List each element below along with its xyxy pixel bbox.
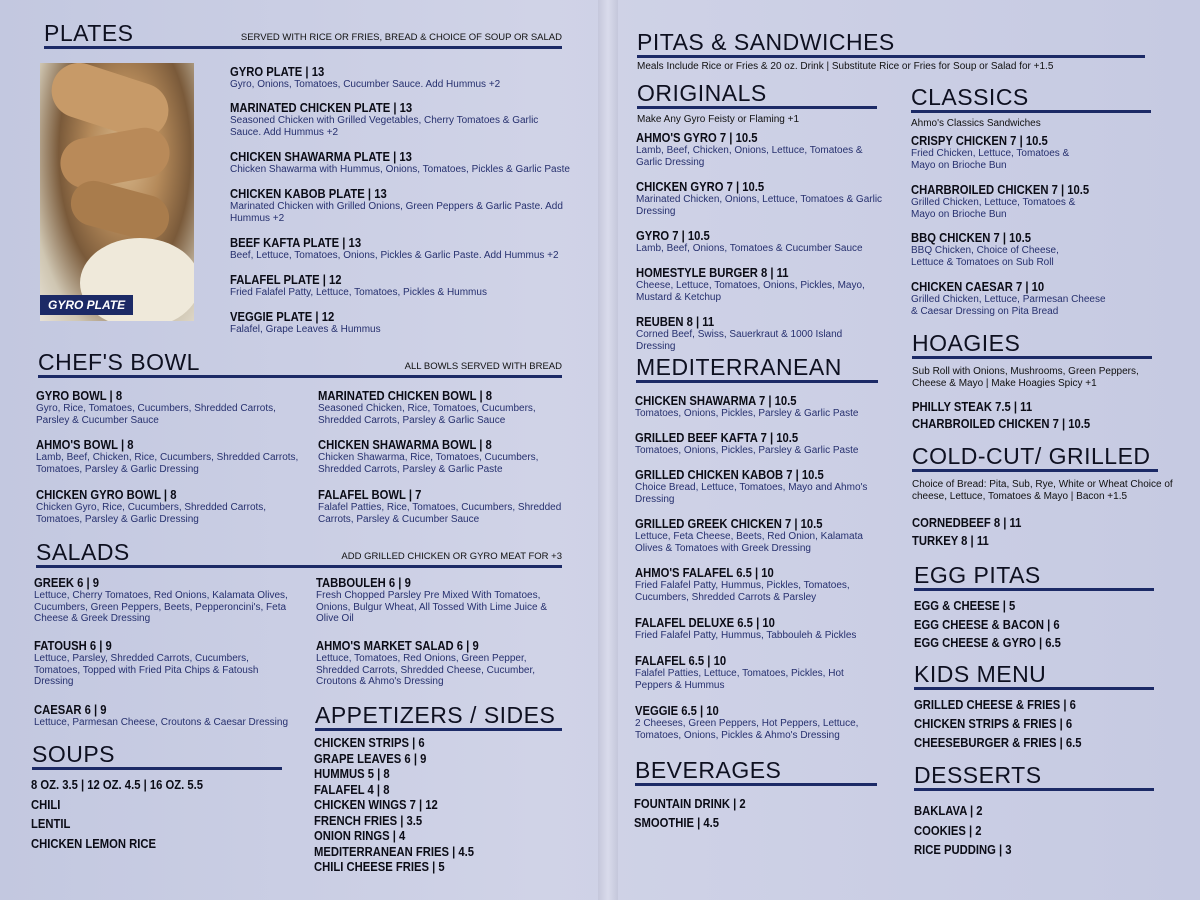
item-desc: BBQ Chicken, Choice of Cheese, Lettuce & Tomatoes on Sub Roll <box>911 245 1059 268</box>
chefs-bowl-note: ALL BOWLS SERVED WITH BREAD <box>404 361 562 372</box>
appetizers-title: APPETIZERS / SIDES <box>315 702 556 728</box>
item-desc: Marinated Chicken with Grilled Onions, Green Peppers & Garlic Paste. Add Hummus +2 <box>230 201 563 224</box>
menu-item <box>230 101 570 138</box>
mediterranean-title: MEDITERRANEAN <box>636 354 842 380</box>
originals-note: Make Any Gyro Feisty or Flaming +1 <box>637 114 800 125</box>
classics-header <box>911 84 1151 113</box>
item-name: GRILLED GREEK CHICKEN 7 | 10.5 <box>635 517 823 531</box>
egg-pita-item: EGG & CHEESE | 5 <box>914 599 1016 613</box>
soup-item: CHICKEN LEMON RICE <box>31 836 157 851</box>
egg-pita-item: EGG CHEESE & BACON | 6 <box>914 617 1060 632</box>
item-desc: Falafel, Grape Leaves & Hummus <box>230 324 381 335</box>
item-desc: Tomatoes, Onions, Pickles, Parsley & Garlic Paste <box>635 445 859 456</box>
item-desc: Lamb, Beef, Onions, Tomatoes & Cucumber Sauce <box>636 243 863 254</box>
beverages-list <box>634 795 874 833</box>
desserts-header <box>914 762 1154 791</box>
item-desc: Tomatoes, Onions, Pickles, Parsley & Garlic Paste <box>635 408 859 419</box>
menu-item <box>636 131 884 168</box>
soup-item: LENTIL <box>31 817 71 831</box>
item-name: GYRO 7 | 10.5 <box>636 229 710 243</box>
appetizers-header <box>315 702 562 731</box>
item-desc: Seasoned Chicken, Rice, Tomatoes, Cucumbers, Shredded Carrots, Parsley & Garlic Sauce <box>318 403 536 426</box>
hoagies-section <box>912 330 1152 390</box>
egg-pitas-title: EGG PITAS <box>914 562 1041 588</box>
coldcut-list <box>912 514 1152 550</box>
item-name: GYRO BOWL | 8 <box>36 389 123 403</box>
appetizer-item: FALAFEL 4 | 8 <box>314 782 390 797</box>
appetizer-item: HUMMUS 5 | 8 <box>314 767 390 781</box>
coldcut-title: COLD-CUT/ GRILLED <box>912 443 1151 469</box>
pitas-section <box>637 29 1145 73</box>
classics-note: Ahmo's Classics Sandwiches <box>911 118 1041 129</box>
menu-item <box>230 187 570 224</box>
dessert-item: COOKIES | 2 <box>914 823 982 838</box>
item-desc: Lettuce, Feta Cheese, Beets, Red Onion, Kalamata Olives & Tomatoes with Greek Dressing <box>635 531 863 554</box>
menu-item <box>318 488 568 525</box>
item-name: CHARBROILED CHICKEN 7 | 10.5 <box>911 183 1090 197</box>
coldcut-section <box>912 443 1173 503</box>
menu-item <box>316 639 568 688</box>
kids-item: CHICKEN STRIPS & FRIES | 6 <box>914 717 1073 731</box>
item-name: CAESAR 6 | 9 <box>34 703 107 717</box>
item-desc: Fresh Chopped Parsley Pre Mixed With Tomatoes, Onions, Bulgur Wheat, All Tossed With Lime Juice & Olive Oil <box>316 590 548 624</box>
egg-pitas-section <box>914 562 1154 591</box>
item-name: CRISPY CHICKEN 7 | 10.5 <box>911 134 1048 148</box>
menu-item <box>635 517 883 554</box>
menu-item <box>36 438 306 475</box>
desserts-title: DESSERTS <box>914 762 1042 788</box>
hoagies-list <box>912 399 1152 433</box>
salads-note: ADD GRILLED CHICKEN OR GYRO MEAT FOR +3 <box>341 551 562 562</box>
item-desc: Lettuce, Cherry Tomatoes, Red Onions, Kalamata Olives, Cucumbers, Green Peppers, Beets, Pepperoncini's, Feta Cheese & Greek Dressing <box>34 590 288 624</box>
item-desc: Gyro, Onions, Tomatoes, Cucumber Sauce. Add Hummus +2 <box>230 79 501 90</box>
item-desc: Marinated Chicken, Onions, Lettuce, Tomatoes & Garlic Dressing <box>636 194 883 217</box>
item-name: MARINATED CHICKEN PLATE | 13 <box>230 101 413 115</box>
menu-item <box>911 280 1111 317</box>
chefs-bowl-title: CHEF'S BOWL <box>38 349 200 375</box>
item-desc: Fried Falafel Patty, Hummus, Tabbouleh & Pickles <box>635 630 857 641</box>
menu-item <box>911 134 1091 171</box>
item-name: AHMO'S MARKET SALAD 6 | 9 <box>316 639 479 653</box>
menu-item <box>636 315 884 352</box>
kids-item: GRILLED CHEESE & FRIES | 6 <box>914 698 1076 712</box>
item-desc: Lettuce, Tomatoes, Red Onions, Green Pepper, Shredded Carrots, Shredded Cheese, Cucumber, Croutons & Ahmo's Dressing <box>316 653 536 687</box>
menu-item <box>230 273 570 299</box>
item-name: CHICKEN KABOB PLATE | 13 <box>230 187 387 201</box>
beverages-header <box>635 757 877 786</box>
kids-section <box>914 661 1154 690</box>
menu-item <box>636 266 884 303</box>
originals-header <box>637 80 877 109</box>
item-name: FATOUSH 6 | 9 <box>34 639 112 653</box>
item-desc: Grilled Chicken, Lettuce, Tomatoes & Mayo on Brioche Bun <box>911 197 1076 220</box>
item-name: REUBEN 8 | 11 <box>636 315 715 329</box>
kids-header <box>914 661 1154 690</box>
item-desc: Cheese, Lettuce, Tomatoes, Onions, Pickles, Mayo, Mustard & Ketchup <box>636 280 865 303</box>
photo-caption: GYRO PLATE <box>40 295 133 315</box>
menu-item <box>230 310 570 336</box>
menu-item <box>911 231 1091 268</box>
menu-item <box>316 576 568 625</box>
item-desc: Corned Beef, Swiss, Sauerkraut & 1000 Island Dressing <box>636 329 843 352</box>
beverage-item: SMOOTHIE | 4.5 <box>634 816 720 830</box>
item-desc: Choice Bread, Lettuce, Tomatoes, Mayo and Ahmo's Dressing <box>635 482 868 505</box>
page-fold <box>598 0 618 900</box>
desserts-section <box>914 762 1154 791</box>
plates-header <box>44 20 562 49</box>
menu-item <box>635 394 883 420</box>
coldcut-header <box>912 443 1158 472</box>
hoagies-title: HOAGIES <box>912 330 1021 356</box>
appetizer-item: CHILI CHEESE FRIES | 5 <box>314 860 445 874</box>
item-desc: Lamb, Beef, Chicken, Rice, Cucumbers, Shredded Carrots, Tomatoes, Parsley & Garlic Dressing <box>36 452 299 475</box>
menu-item <box>635 616 883 642</box>
item-desc: Chicken Shawarma, Rice, Tomatoes, Cucumbers, Shredded Carrots, Parsley & Garlic Paste <box>318 452 539 475</box>
menu-item <box>635 468 883 505</box>
menu-item <box>230 150 570 176</box>
originals-section <box>637 80 877 126</box>
item-desc: Lettuce, Parsley, Shredded Carrots, Cucumbers, Tomatoes, Topped with Fried Pita Chips & Fatoush Dressing <box>34 653 259 687</box>
kids-title: KIDS MENU <box>914 661 1047 687</box>
pitas-title: PITAS & SANDWICHES <box>637 29 895 55</box>
item-name: BEEF KAFTA PLATE | 13 <box>230 236 362 250</box>
item-name: HOMESTYLE BURGER 8 | 11 <box>636 266 789 280</box>
menu-item <box>911 183 1091 220</box>
item-desc: Fried Chicken, Lettuce, Tomatoes & Mayo on Brioche Bun <box>911 148 1070 171</box>
menu-item <box>36 488 306 525</box>
menu-item <box>635 566 883 603</box>
appetizers-list <box>314 736 564 876</box>
menu-item <box>635 704 883 741</box>
item-desc: Gyro, Rice, Tomatoes, Cucumbers, Shredded Carrots, Parsley & Cucumber Sauce <box>36 403 276 426</box>
item-name: CHICKEN SHAWARMA BOWL | 8 <box>318 438 492 452</box>
mediterranean-section <box>636 354 878 383</box>
chefs-bowl-section <box>38 349 562 378</box>
item-name: FALAFEL PLATE | 12 <box>230 273 342 287</box>
soups-list <box>31 776 291 854</box>
chefs-bowl-header <box>38 349 562 378</box>
egg-pitas-header <box>914 562 1154 591</box>
item-name: TABBOULEH 6 | 9 <box>316 576 411 590</box>
item-name: GRILLED BEEF KAFTA 7 | 10.5 <box>635 431 799 445</box>
hoagie-item: CHARBROILED CHICKEN 7 | 10.5 <box>912 417 1091 431</box>
menu-item <box>34 703 296 729</box>
egg-pita-item: EGG CHEESE & GYRO | 6.5 <box>914 636 1061 650</box>
item-name: VEGGIE PLATE | 12 <box>230 310 335 324</box>
item-name: BBQ CHICKEN 7 | 10.5 <box>911 231 1032 245</box>
hoagie-item: PHILLY STEAK 7.5 | 11 <box>912 400 1033 414</box>
item-name: CHICKEN GYRO 7 | 10.5 <box>636 180 765 194</box>
item-name: GYRO PLATE | 13 <box>230 65 325 79</box>
item-name: FALAFEL BOWL | 7 <box>318 488 422 502</box>
item-desc: Fried Falafel Patty, Hummus, Pickles, Tomatoes, Cucumbers, Shredded Carrots & Parsley <box>635 580 850 603</box>
item-desc: Fried Falafel Patty, Lettuce, Tomatoes, Pickles & Hummus <box>230 287 487 298</box>
appetizer-item: MEDITERRANEAN FRIES | 4.5 <box>314 844 475 859</box>
item-desc: Falafel Patties, Lettuce, Tomatoes, Pickles, Hot Peppers & Hummus <box>635 668 844 691</box>
item-name: CHICKEN SHAWARMA PLATE | 13 <box>230 150 412 164</box>
soups-title: SOUPS <box>32 741 116 767</box>
coldcut-item: CORNEDBEEF 8 | 11 <box>912 516 1022 530</box>
item-name: MARINATED CHICKEN BOWL | 8 <box>318 389 492 403</box>
item-desc: Lamb, Beef, Chicken, Onions, Lettuce, Tomatoes & Garlic Dressing <box>636 145 863 168</box>
hoagies-header <box>912 330 1152 359</box>
item-name: CHICKEN GYRO BOWL | 8 <box>36 488 177 502</box>
item-name: AHMO'S BOWL | 8 <box>36 438 134 452</box>
menu-item <box>230 65 570 91</box>
plates-title: PLATES <box>44 20 134 46</box>
soups-section <box>32 741 282 770</box>
menu-item <box>36 389 306 426</box>
item-desc: Chicken Gyro, Rice, Cucumbers, Shredded Carrots, Tomatoes, Parsley & Garlic Dressing <box>36 502 267 525</box>
menu-item <box>318 438 568 475</box>
item-desc: 2 Cheeses, Green Peppers, Hot Peppers, Lettuce, Tomatoes, Onions, Pickles & Ahmo's Dressing <box>635 718 859 741</box>
appetizer-item: FRENCH FRIES | 3.5 <box>314 813 423 828</box>
pitas-header <box>637 29 1145 58</box>
menu-item <box>34 576 296 625</box>
menu-item <box>636 180 884 217</box>
item-desc: Seasoned Chicken with Grilled Vegetables, Cherry Tomatoes & Garlic Sauce. Add Hummus +2 <box>230 115 539 138</box>
soup-sizes: 8 OZ. 3.5 | 12 OZ. 4.5 | 16 OZ. 5.5 <box>31 778 203 792</box>
kids-item: CHEESEBURGER & FRIES | 6.5 <box>914 736 1082 750</box>
salads-title: SALADS <box>36 539 130 565</box>
pitas-note: Meals Include Rice or Fries & 20 oz. Drink | Substitute Rice or Fries for Soup or Salad for +1.5 <box>637 61 1054 72</box>
plates-note: SERVED WITH RICE OR FRIES, BREAD & CHOICE OF SOUP OR SALAD <box>240 32 562 43</box>
dessert-item: RICE PUDDING | 3 <box>914 843 1012 857</box>
beverage-item: FOUNTAIN DRINK | 2 <box>634 797 746 811</box>
kids-list <box>914 696 1154 753</box>
menu-item <box>636 229 884 255</box>
menu-item <box>318 389 568 426</box>
item-name: CHICKEN SHAWARMA 7 | 10.5 <box>635 394 797 408</box>
coldcut-item: TURKEY 8 | 11 <box>912 534 989 548</box>
menu-item <box>230 236 570 262</box>
item-name: VEGGIE 6.5 | 10 <box>635 704 719 718</box>
salads-section <box>36 539 562 568</box>
gyro-plate-photo <box>40 63 194 321</box>
soups-header <box>32 741 282 770</box>
item-name: GRILLED CHICKEN KABOB 7 | 10.5 <box>635 468 824 482</box>
item-name: AHMO'S FALAFEL 6.5 | 10 <box>635 566 774 580</box>
item-desc: Chicken Shawarma with Hummus, Onions, Tomatoes, Pickles & Garlic Paste <box>230 164 570 175</box>
menu-item <box>34 639 296 688</box>
menu-item <box>635 431 883 457</box>
item-name: CHICKEN CAESAR 7 | 10 <box>911 280 1045 294</box>
hoagies-note: Sub Roll with Onions, Mushrooms, Green Peppers, Cheese & Mayo | Make Hoagies Spicy +1 <box>912 366 1139 389</box>
menu-item <box>635 654 883 691</box>
item-desc: Falafel Patties, Rice, Tomatoes, Cucumbers, Shredded Carrots, Parsley & Cucumber Sauce <box>318 502 562 525</box>
classics-title: CLASSICS <box>911 84 1029 110</box>
appetizer-item: GRAPE LEAVES 6 | 9 <box>314 751 427 766</box>
appetizer-item: CHICKEN WINGS 7 | 12 <box>314 798 438 812</box>
item-desc: Grilled Chicken, Lettuce, Parmesan Cheese & Caesar Dressing on Pita Bread <box>911 294 1106 317</box>
beverages-section <box>635 757 877 786</box>
egg-pitas-list <box>914 597 1154 653</box>
coldcut-note: Choice of Bread: Pita, Sub, Rye, White or Wheat Choice of cheese, Lettuce, Tomatoes & Mayo | Bacon +1.5 <box>912 479 1173 502</box>
item-name: GREEK 6 | 9 <box>34 576 100 590</box>
appetizer-item: CHICKEN STRIPS | 6 <box>314 736 425 750</box>
dessert-item: BAKLAVA | 2 <box>914 804 983 818</box>
item-desc: Lettuce, Parmesan Cheese, Croutons & Caesar Dressing <box>34 717 289 728</box>
originals-title: ORIGINALS <box>637 80 767 106</box>
plates-section <box>44 20 562 49</box>
salads-header <box>36 539 562 568</box>
mediterranean-header <box>636 354 878 383</box>
item-name: FALAFEL DELUXE 6.5 | 10 <box>635 616 775 630</box>
soup-item: CHILI <box>31 797 61 812</box>
appetizers-section <box>315 702 562 731</box>
item-name: AHMO'S GYRO 7 | 10.5 <box>636 131 758 145</box>
classics-section <box>911 84 1151 130</box>
appetizer-item: ONION RINGS | 4 <box>314 829 406 843</box>
beverages-title: BEVERAGES <box>635 757 782 783</box>
item-desc: Beef, Lettuce, Tomatoes, Onions, Pickles & Garlic Paste. Add Hummus +2 <box>230 250 559 261</box>
item-name: FALAFEL 6.5 | 10 <box>635 654 727 668</box>
desserts-list <box>914 802 1154 861</box>
